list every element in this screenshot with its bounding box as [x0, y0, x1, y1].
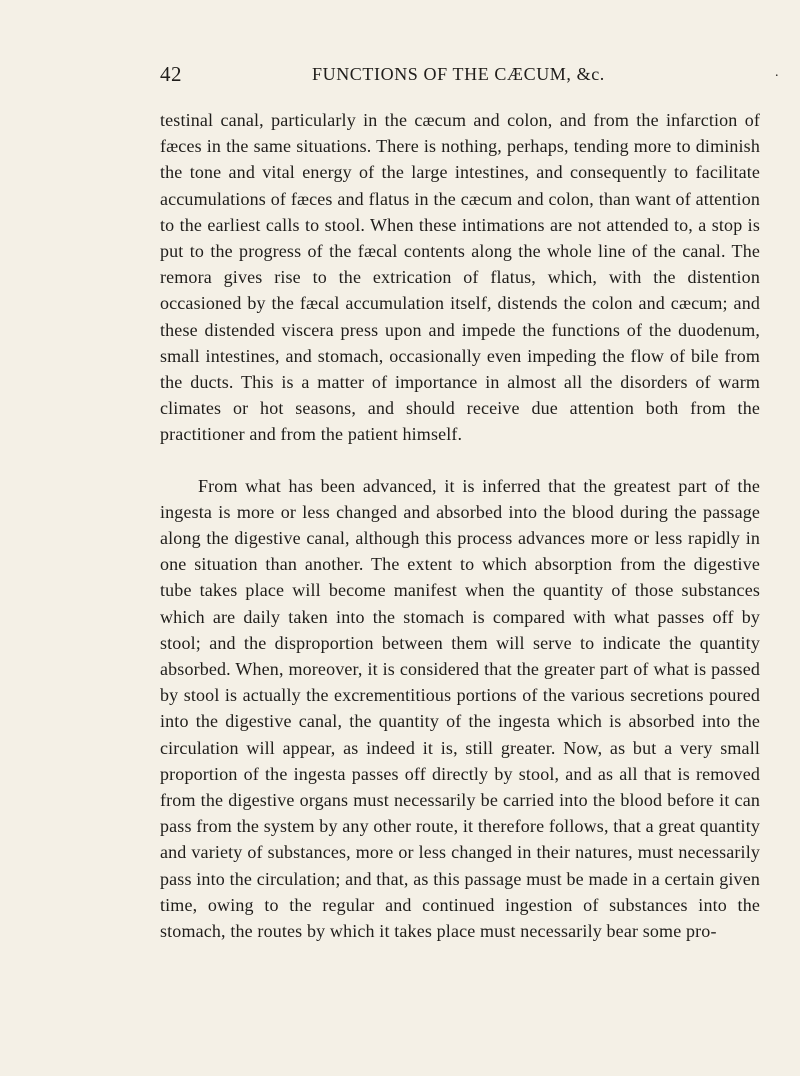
paragraph-1: testinal canal, particularly in the cæcum and colon, and from the infarction of fæces in the same situations. There is nothing, perhaps, tending more to diminish the tone and vital energy of the large intestines, and consequently to facilitate accumulations of fæces and flatus in the cæcum and colon, than want of attention to the earliest calls to stool. When these intimations are not attended to, a stop is put to the progress of the fæcal contents along the whole line of the canal. The remora gives rise to the extrication of flatus, which, with the distention occasioned by the fæcal accumulation itself, distends the colon and cæcum; and these distended viscera press upon and impede the functions of the duodenum, small intestines, and stomach, occasionally even impeding the flow of bile from the ducts. This is a matter of importance in almost all the disorders of warm climates or hot seasons, and should receive due attention both from the practitioner and from the patient himself. [160, 110, 760, 445]
running-title: FUNCTIONS OF THE CÆCUM, &c. [312, 64, 605, 84]
paragraph-2: From what has been advanced, it is inferred that the greatest part of the ingesta is more or less changed and absorbed into the blood during the passage along the digestive canal, although this process advances more or less rapidly in one situation than another. The extent to which absorption from the digestive tube takes place will become manifest when the quantity of those substances which are daily taken into the stomach is compared with what passes off by stool; and the disproportion between them will serve to indicate the quantity absorbed. When, moreover, it is considered that the greater part of what is passed by stool is actually the excrementitious portions of the various secretions poured into the digestive canal, the quantity of the ingesta which is absorbed into the circulation will appear, as indeed it is, still greater. Now, as but a very small proportion of the ingesta passes off directly by stool, and as all that is removed from the digestive organs must necessarily be carried into the blood before it can pass from the system by any other route, it therefore follows, that a great quantity and variety of substances, more or less changed in their natures, must necessarily pass into the circulation; and that, as this passage must be made in a certain given time, owing to the regular and continued ingestion of substances into the stomach, the routes by which it takes place must necessarily bear some pro- [160, 475, 760, 942]
body-text [160, 107, 760, 944]
stray-mark: . [775, 65, 779, 80]
page-number: 42 [160, 62, 182, 86]
page-header [160, 62, 779, 92]
